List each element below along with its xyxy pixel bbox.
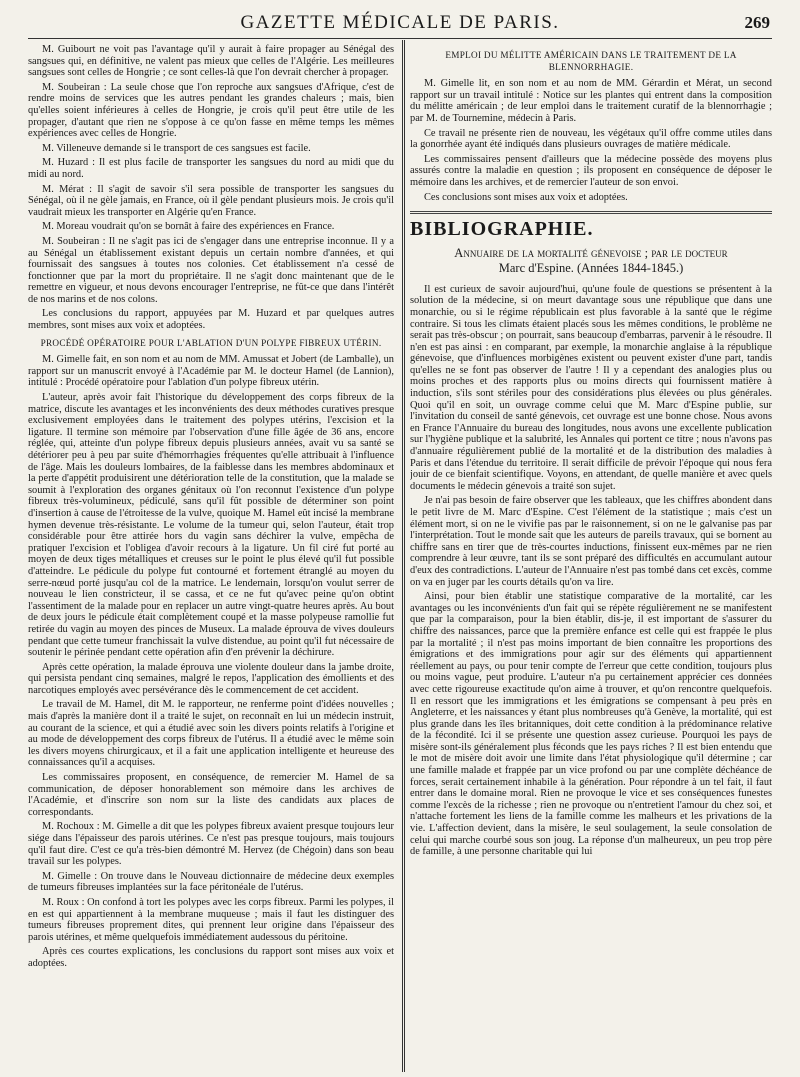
paragraph: M. Roux : On confond à tort les polypes avec les corps fibreux. Parmi les polypes, il en est qui appartiennent à la membrane muqueuse ; mais il faut les distinguer des tumeurs fibreuses proprement dites, qui prennent leur origine dans l'épaisseur des parois utérines, et même quelquefois immédiatement audessous du péritoine. — [28, 896, 394, 943]
paragraph: M. Guibourt ne voit pas l'avantage qu'il y aurait à faire propager au Sénégal des sangsues qui, en définitive, ne valent pas mieux que celles de l'Algérie. Les meilleures sangsues sont celles de Hongrie ; ce sont celles-là que l'on devrait chercher à propager. — [28, 44, 394, 79]
paragraph: M. Soubeiran : La seule chose que l'on reproche aux sangsues d'Afrique, c'est de rendre moins de services que les autres pendant les grandes chaleurs ; mais, bien qu'elles soient inférieures à celles de Hongrie, je crois qu'il peut être utile de les propager, d'autant que rien ne s'oppose à ce qu'on fasse en même temps les mêmes expériences avec celles de Hongrie. — [28, 81, 394, 140]
paragraph: Les commissaires pensent d'ailleurs que la médecine possède des moyens plus assurés contre la maladie en question ; ils proposent en conséquence de déposer le mémoire dans les archives, et de remercier l'auteur de son envoi. — [410, 153, 772, 188]
paragraph: M. Mérat : Il s'agit de savoir s'il sera possible de transporter les sangsues du Sénégal, où il ne gèle jamais, en France, où il gèle pendant plusieurs mois. Je crois qu'il vaudrait mieux les transporter en Algérie qu'en France. — [28, 183, 394, 218]
paragraph: M. Huzard : Il est plus facile de transporter les sangsues du nord au midi que du midi au nord. — [28, 157, 394, 180]
paragraph: Ce travail ne présente rien de nouveau, les végétaux qu'il offre comme utiles dans la gonorrhée ayant été indiqués dans plusieurs ouvrages de matière médicale. — [410, 127, 772, 151]
header-rule — [28, 38, 772, 39]
paragraph: Le travail de M. Hamel, dit M. le rapporteur, ne renferme point d'idées nouvelles ; mais d'après la manière dont il a traité le sujet, on reconnaît en lui un médecin instruit, au courant de la science, et qui a étudié avec soin les divers points relatifs à l'origine et au mode de développement des corps fibreux de l'utérus. Il a étudié avec le même soin les divers moyens chirurgicaux, et il a fait une application intelligente et heureuse des connaissances qu'il a acquises. — [28, 699, 394, 769]
paragraph: Ces conclusions sont mises aux voix et adoptées. — [424, 191, 628, 203]
right-column — [410, 44, 772, 1069]
paragraph: Je n'ai pas besoin de faire observer que les tableaux, que les chiffres abondent dans le petit livre de M. Marc d'Espine. C'est l'élément de la statistique ; mais c'est un élément mort, si on ne le vivifie pas par le raisonnement, si on ne le galvanise pas par l'interprétation. Tout le monde sait que les auteurs de pareils travaux, qui se bornent au chiffre sans en tirer que de très-courtes inductions, finissent eux-mêmes par ne rien comprendre à leur œuvre, tant ils se sont préparé des difficultés en accumulant autour d'eux des contradictions. L'auteur de l'Annuaire n'est pas tombé dans cet excès, comme on va en juger par les courts détails qu'on va lire. — [410, 495, 772, 588]
paragraph: M. Gimelle lit, en son nom et au nom de MM. Gérardin et Mérat, un second rapport sur un travail intitulé : Notice sur les plantes qui entrent dans la composition du mélitte américain ; de leur emploi dans le traitement curatif de la blennorrhagie ; par M. de Tournemine, médecin à Paris. — [410, 78, 772, 124]
paragraph: M. Soubeiran : Il ne s'agit pas ici de s'engager dans une entreprise inconnue. Il y a au Sénégal un établissement existant depuis un certain nombre d'années, et qui fournissait des sangsues à toutes nos colonies. Cet établissement n'a cessé de fonctionner que par la mort du propriétaire. Il ne s'agit donc maintenant que de le remettre en vigueur, et nous devons encourager l'entreprise, ne fût-ce que dans l'intérêt de nos marins et de nos colons. — [28, 235, 394, 305]
column-divider — [402, 40, 405, 1072]
paragraph: Il est curieux de savoir aujourd'hui, qu'une foule de questions se présentent à la solution de la médecine, si on meurt davantage sous une république que dans une monarchie, ou si le régime républicain est plus favorable à la santé que le régime contraire. Si tous les climats étaient placés sous les mêmes conditions, le problème ne serait pas très-obscur ; on pourrait, sans beaucoup d'embarras, parvenir à le résoudre. Il n'en est pas ainsi : en comparant, par exemple, la monarchie anglaise à la république génevoise, que d'influences morbigènes existent ou peuvent exister d'une part, tandis qu'elles ne se font pas observer de l'autre ! Il y a cependant des analogies plus ou moins proches et des rapports plus ou moins directs qui fournissent matière à induction, s'ils sont stériles pour des considérations plus élevées ou plus générales. Quoi qu'il en soit, un ouvrage comme celui que M. Marc d'Espine publie, sur l'invitation du conseil de santé génevois, cet ouvrage est une bonne chose. Nous avons en France l'Annuaire du bureau des longitudes, nous avons une excellente publication sur l'hygiène publique et la salubrité, les Annales qui portent ce titre ; nous n'avons pas d'annuaire régulièrement publié de la mortalité et de la distribution des maladies à Paris et dans l'étendue du territoire. Il serait difficile de prévoir l'époque qui nous fera jouir de ce bienfait scientifique. Voyons, en attendant, de quelle manière et avec quels documents le médecin génevois a traité son sujet. — [410, 283, 772, 492]
paragraph: Après cette opération, la malade éprouva une violente douleur dans la jambe droite, qui persista pendant cinq semaines, malgré le repos, l'application des émollients et des narcotiques employés avec persévérance dès le commencement de cet accident. — [28, 661, 394, 696]
section-separator — [410, 211, 772, 214]
bibliography-heading: BIBLIOGRAPHIE. — [410, 218, 594, 241]
page-number: 269 — [744, 13, 770, 32]
left-column — [28, 44, 394, 1069]
article-title-line: Marc d'Espine. (Années 1844-1845.) — [498, 260, 684, 275]
section-heading: PROCÉDÉ OPÉRATOIRE POUR L'ABLATION D'UN POLYPE FIBREUX UTÉRIN. — [40, 337, 382, 348]
journal-title: GAZETTE MÉDICALE DE PARIS. — [240, 12, 560, 33]
article-title-line: Annuaire de la mortalité génevoise ; par le docteur — [454, 245, 728, 260]
paragraph: M. Villeneuve demande si le transport de ces sangsues est facile. — [42, 142, 311, 154]
paragraph: Après ces courtes explications, les conclusions du rapport sont mises aux voix et adoptées. — [28, 946, 394, 969]
paragraph: M. Gimelle : On trouve dans le Nouveau dictionnaire de médecine deux exemples de tumeurs fibreuses implantées sur la face péritonéale de l'utérus. — [28, 870, 394, 894]
paragraph: Les conclusions du rapport, appuyées par M. Huzard et par quelques autres membres, sont mises aux voix et adoptées. — [28, 308, 394, 332]
page-header — [30, 12, 770, 38]
paragraph: M. Moreau voudrait qu'on se bornât à faire des expériences en France. — [42, 221, 335, 233]
section-heading: EMPLOI DU MÉLITTE AMÉRICAIN DANS LE TRAITEMENT DE LA BLENNORRHAGIE. — [445, 50, 737, 72]
paragraph: M. Rochoux : M. Gimelle a dit que les polypes fibreux avaient presque toujours leur siége dans l'épaisseur des parois utérines. Ce n'est pas presque toujours, mais toujours qu'il faut dire. C'est ce qu'a très-bien démontré M. Hervez (de Chégoin) dans son beau travail sur les polypes. — [28, 821, 394, 868]
paragraph: Les commissaires proposent, en conséquence, de remercier M. Hamel de sa communication, de déposer honorablement son mémoire dans les archives de l'Académie, et d'inscrire son nom sur la liste des candidats aux places de correspondants. — [28, 772, 394, 818]
article-title — [410, 246, 772, 276]
paragraph: L'auteur, après avoir fait l'historique du développement des corps fibreux de la matrice, discute les avantages et les inconvénients des deux méthodes curatives presque exclusivement employées dans le traitement des polypes utérins, l'excision et la ligature. Il termine son mémoire par l'observation d'une fille âgée de 36 ans, encore réglée, qui, atteinte d'un polype fibreux depuis plusieurs années, avait vu sa santé se détériorer peu à peu par suite d'hémorrhagies fréquentes qu'elle attribuait à l'influence de l'âge. Mais les douleurs lombaires, de la faiblesse dans les membres abdominaux et la perte d'appétit produisirent une détérioration telle de la constitution, que la malade se soumit à l'exploration des organes génitaux où l'on reconnut l'existence d'un polype fibreux très-volumineux, pédiculé, sans qu'il fût possible de déterminer son point d'insertion à cause de l'étroitesse de la vulve, quoique M. Hamel eût incisé la membrane hymen devenue très-résistante. Le volume de la tumeur qui, selon l'auteur, était trop considérable pour être attirée hors du vagin sans déchirer la vulve, empêcha de pratiquer l'excision et l'obligea d'avoir recours à la ligature. Un fil ciré fut porté au moyen de deux tiges métalliques et creuses sur le point le plus élevé qu'il fut possible d'atteindre. Le pédicule du polype fut contourné et fortement étranglé au moyen du serre-nœud porté jusqu'au col de la matrice. Le lendemain, lorsqu'on voulut serrer de nouveau le lien constricteur, il se cassa, et ce ne fut qu'avec peine qu'on obtint l'assentiment de la malade pour en replacer un autre vingt-quatre heures après. Au bout de deux jours le pédicule était complètement coupé et la masse polypeuse ramollie fut retirée du vagin au moyen des pinces de Museux. La malade éprouva de vives douleurs pendant que cette tumeur franchissait la vulve distendue, au point qu'il fut nécessaire de soutenir le périnée pendant cette opération afin d'en prévenir la déchirure. — [28, 392, 394, 659]
paragraph: M. Gimelle fait, en son nom et au nom de MM. Amussat et Jobert (de Lamballe), un rapport sur un manuscrit envoyé à l'Académie par M. le docteur Hamel (de Lannion), intitulé : Procédé opératoire pour l'ablation d'un polype fibreux utérin. — [28, 354, 394, 389]
paragraph: Ainsi, pour bien établir une statistique comparative de la mortalité, car les avantages ou les inconvénients d'un fait qui se répète régulièrement ne se manifestent que par la comparaison, pour la bien établir, dis-je, il est important de s'assurer du chiffre des naissances, parce que la première enfance est celle qui est frappée le plus par la mortalité ; il n'est pas moins important de bien connaître les proportions des émigrations et des immigrations pour agir sur des éléments qui appartiennent réellement au pays, ou pour tenir compte de l'erreur que cette condition, toujours plus ou moins vague, peut produire. L'auteur n'a pu certainement apprécier ces données avec cette rigoureuse exactitude qu'on aime à trouver, et qu'on rencontre quelquefois. Il en ressort que les immigrations et les émigrations se compensant à peu près en Angleterre, et les naissances y étant plus nombreuses qu'à Genève, la mortalité, qui est plus grande dans les îles britanniques, doit cette condition à la prédominance relative de la fécondité. Ici il se présente une question assez curieuse. Pourquoi les pays de misère sont-ils généralement plus féconds que les pays riches ? Il est bien entendu que le mot de misère doit avoir une limite dans l'état physiologique qu'il détermine ; car une famille malade et frappée par un vice profond ou par une complète déchéance de forces, serait certainement inhabile à la génération. Pour répondre à un tel fait, il faut entrer dans le domaine moral. Rien ne provoque le vice et ses conséquences funestes comme l'excès de la richesse ; rien ne provoque ou n'entretient l'amour du chez soi, et n'attache fortement les liens de la famille comme les malheurs et les privations de la vie. L'affection devient, dans la misère, le seul soulagement, la seule consolation de celui qui marche courbé sous son joug. La réponse d'un malheureux, un peu trop père de famille, à une personne charitable qui lui — [410, 591, 772, 858]
